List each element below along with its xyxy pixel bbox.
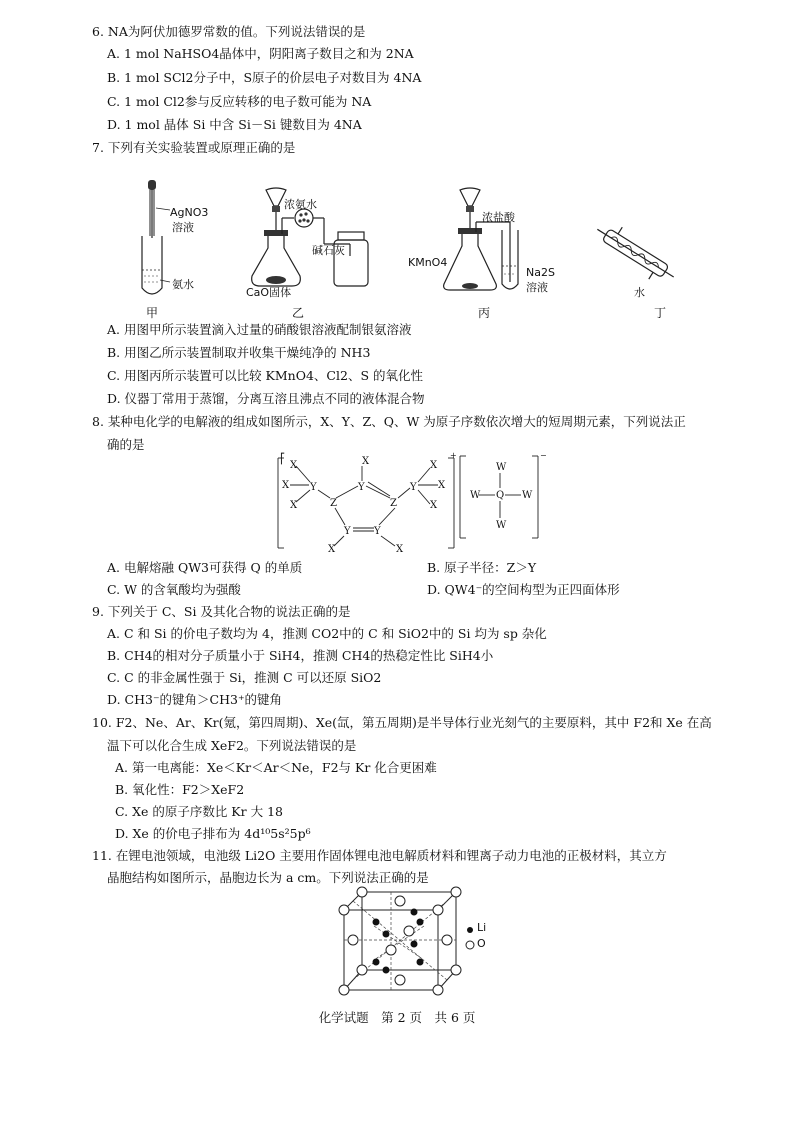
bing-solid-label: KMnO4	[408, 256, 448, 269]
q6-option-d: D. 1 mol 晶体 Si 中含 Si－Si 键数目为 4NA	[107, 117, 362, 132]
q8-option-d: D. QW4⁻的空间构型为正四面体形	[427, 582, 620, 597]
svg-text:Q: Q	[496, 490, 505, 501]
svg-text:X: X	[362, 456, 370, 467]
q9-option-c: C. C 的非金属性强于 Si，推测 C 可以还原 SiO2	[107, 670, 382, 685]
q9-stem: 9. 下列关于 C、Si 及其化合物的说法正确的是	[92, 604, 351, 619]
bing-solution-label-2: 溶液	[526, 281, 548, 294]
bing-solution-label: Na2S	[526, 266, 555, 279]
q11-unit-cell-figure	[338, 888, 462, 996]
q11-stem-line1: 11. 在锂电池领域，电池级 Li2O 主要用作固体锂电池电解质材料和锂离子动力电池的正极材料，其立方	[92, 848, 667, 863]
ding-water-label: 水	[634, 286, 645, 299]
svg-text:X: X	[396, 544, 404, 555]
q8-stem-line2: 确的是	[107, 437, 145, 452]
svg-text:X: X	[430, 500, 438, 511]
o-legend-dot	[465, 940, 475, 950]
q10-option-a: A. 第一电离能：Xe＜Kr＜Ar＜Ne，F2与 Kr 化合更困难	[115, 760, 437, 775]
svg-text:X: X	[438, 480, 446, 491]
page-footer: 化学试题 第 2 页 共 6 页	[318, 1010, 476, 1025]
apparatus-ding-figure	[590, 226, 680, 286]
q10-option-d: D. Xe 的价电子排布为 4d¹⁰5s²5p⁶	[115, 826, 311, 841]
q10-stem-line2: 温下可以化合生成 XeF2。下列说法错误的是	[107, 738, 357, 753]
caption-jia: 甲	[146, 306, 159, 320]
jia-bottom-label: 氨水	[172, 278, 194, 291]
svg-text:W: W	[496, 520, 507, 531]
svg-text:W: W	[522, 490, 533, 501]
q7-stem: 7. 下列有关实验装置或原理正确的是	[92, 140, 296, 155]
svg-text:Z: Z	[330, 498, 337, 509]
q8-option-a: A. 电解熔融 QW3可获得 Q 的单质	[107, 560, 303, 575]
q6-option-b: B. 1 mol SCl2分子中，S原子的价层电子对数目为 4NA	[107, 70, 422, 85]
svg-text:W: W	[496, 462, 507, 473]
caption-yi: 乙	[292, 306, 305, 320]
q9-option-a: A. C 和 Si 的价电子数均为 4，推测 CO2中的 C 和 SiO2中的 Si 均为 sp 杂化	[107, 626, 547, 641]
jia-reagent-label-2: 溶液	[172, 221, 194, 234]
q7-option-d: D. 仪器丁常用于蒸馏，分离互溶且沸点不同的液体混合物	[107, 391, 425, 406]
svg-text:Y: Y	[310, 482, 317, 493]
q7-option-a: A. 用图甲所示装置滴入过量的硝酸银溶液配制银氨溶液	[107, 322, 412, 337]
yi-top-label: 浓氨水	[284, 198, 317, 211]
svg-text:X: X	[290, 500, 298, 511]
q10-option-c: C. Xe 的原子序数比 Kr 大 18	[115, 804, 283, 819]
jia-reagent-label: AgNO3	[170, 206, 209, 219]
svg-text:Y: Y	[344, 526, 351, 537]
q10-option-b: B. 氧化性：F2＞XeF2	[115, 782, 245, 797]
li-legend-dot	[466, 926, 474, 934]
q6-option-c: C. 1 mol Cl2参与反应转移的电子数可能为 NA	[107, 94, 372, 109]
q9-option-b: B. CH4的相对分子质量小于 SiH4，推测 CH4的热稳定性比 SiH4小	[107, 648, 494, 663]
q6-stem: 6. NA为阿伏加德罗常数的值。下列说法错误的是	[92, 24, 366, 39]
legend-o-label: O	[477, 937, 486, 950]
yi-solid-label: CaO固体	[246, 286, 292, 299]
svg-text:−: −	[540, 451, 547, 460]
svg-text:Y: Y	[410, 482, 417, 493]
q8-option-b: B. 原子半径：Z＞Y	[427, 560, 537, 575]
q8-option-c: C. W 的含氧酸均为强酸	[107, 582, 241, 597]
svg-text:Z: Z	[390, 498, 397, 509]
q7-option-b: B. 用图乙所示装置制取并收集干燥纯净的 NH3	[107, 345, 371, 360]
svg-text:X: X	[328, 544, 336, 555]
q7-option-c: C. 用图丙所示装置可以比较 KMnO4、Cl2、S 的氧化性	[107, 368, 423, 383]
svg-text:X: X	[290, 460, 298, 471]
q9-option-d: D. CH3⁻的键角＞CH3⁺的键角	[107, 692, 283, 707]
caption-bing: 丙	[478, 306, 491, 320]
legend-li-label: Li	[477, 921, 487, 934]
q8-structure-figure	[278, 452, 548, 556]
svg-text:+: +	[450, 451, 457, 460]
q6-option-a: A. 1 mol NaHSO4晶体中，阴阳离子数目之和为 2NA	[107, 46, 414, 61]
yi-dry-label: 碱石灰	[312, 244, 345, 257]
svg-text:Y: Y	[374, 526, 381, 537]
svg-text:Y: Y	[358, 482, 365, 493]
q11-stem-line2: 晶胞结构如图所示，晶胞边长为 a cm。下列说法正确的是	[107, 870, 429, 885]
svg-text:⎡: ⎡	[280, 454, 285, 465]
q10-stem-line1: 10. F2、Ne、Ar、Kr(氪，第四周期)、Xe(氙，第五周期)是半导体行业光刻气的主要原料，其中 F2和 Xe 在高	[92, 715, 712, 730]
q8-stem-line1: 8. 某种电化学的电解液的组成如图所示，X、Y、Z、Q、W 为原子序数依次增大的短周期元素，下列说法正	[92, 414, 686, 429]
bing-top-label: 浓盐酸	[482, 211, 515, 224]
svg-text:X: X	[430, 460, 438, 471]
svg-text:W: W	[470, 490, 481, 501]
caption-ding: 丁	[654, 306, 667, 320]
svg-text:X: X	[282, 480, 290, 491]
